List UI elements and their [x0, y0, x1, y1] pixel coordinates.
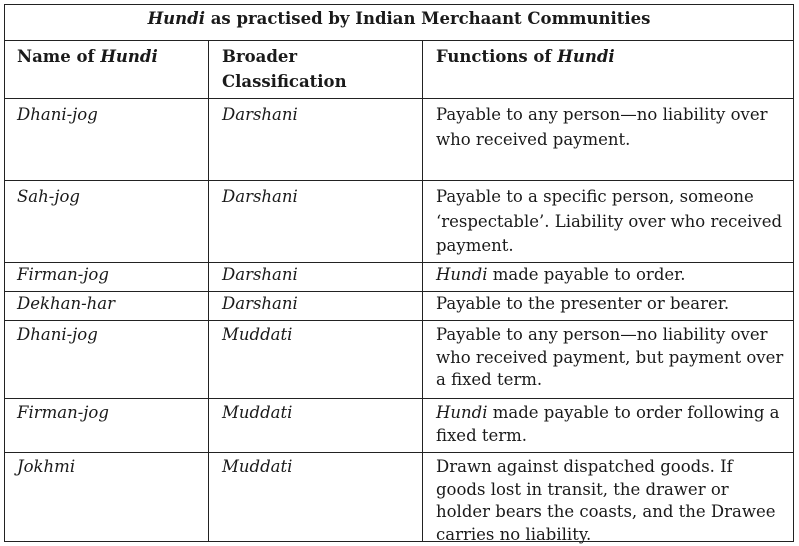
header-functions-italic: Hundi	[557, 47, 615, 66]
row-classification: Muddati	[208, 453, 422, 541]
table-row	[5, 180, 793, 262]
table-row	[5, 262, 793, 291]
row-classification: Darshani	[208, 292, 422, 320]
row-classification: Darshani	[208, 181, 422, 262]
hundi-table	[4, 4, 794, 542]
row-name: Dhani-jog	[17, 325, 98, 344]
row-function-italic: Hundi	[436, 265, 488, 284]
row-function	[422, 263, 793, 291]
row-function: Payable to any person—no liability over who received payment, but payment over a fixed term.	[422, 321, 793, 398]
table-row	[5, 452, 793, 544]
row-name: Sah-jog	[17, 187, 80, 206]
row-function: Payable to a specific person, someone ‘respectable’. Liability over who received payment.	[422, 181, 793, 262]
row-function-italic: Hundi	[436, 403, 488, 422]
row-function: Payable to any person—no liability over who received payment.	[422, 99, 793, 180]
row-classification: Muddati	[208, 399, 422, 452]
header-name	[5, 41, 208, 98]
table-header-row	[5, 40, 793, 98]
table-title-text: as practised by Indian Merchaant Communities	[204, 9, 651, 28]
table-title	[5, 5, 793, 33]
header-functions-prefix: Functions of	[436, 47, 558, 66]
table-title-row	[5, 5, 793, 40]
row-name: Jokhmi	[17, 457, 76, 476]
table-title-italic: Hundi	[147, 9, 205, 28]
table-row	[5, 291, 793, 320]
row-name: Dekhan-har	[17, 294, 116, 313]
table-row	[5, 320, 793, 398]
row-function: Drawn against dispatched goods. If goods lost in transit, the drawer or holder bears the coasts, and the Drawee carries no liability.	[422, 453, 793, 541]
row-function-text: made payable to order following a fixed term.	[436, 403, 780, 445]
row-classification: Muddati	[208, 321, 422, 398]
header-functions	[422, 41, 793, 98]
row-function-text: made payable to order.	[487, 265, 686, 284]
row-function: Payable to the presenter or bearer.	[422, 292, 793, 320]
header-name-italic: Hundi	[100, 47, 158, 66]
row-classification: Darshani	[208, 99, 422, 180]
table-row	[5, 98, 793, 180]
header-name-prefix: Name of	[17, 47, 101, 66]
row-name: Firman-jog	[17, 265, 109, 284]
header-classification: Broader Classification	[208, 41, 422, 98]
row-name: Dhani-jog	[17, 105, 98, 124]
row-name: Firman-jog	[17, 403, 109, 422]
row-function	[422, 399, 793, 452]
row-classification: Darshani	[208, 263, 422, 291]
table-row	[5, 398, 793, 452]
